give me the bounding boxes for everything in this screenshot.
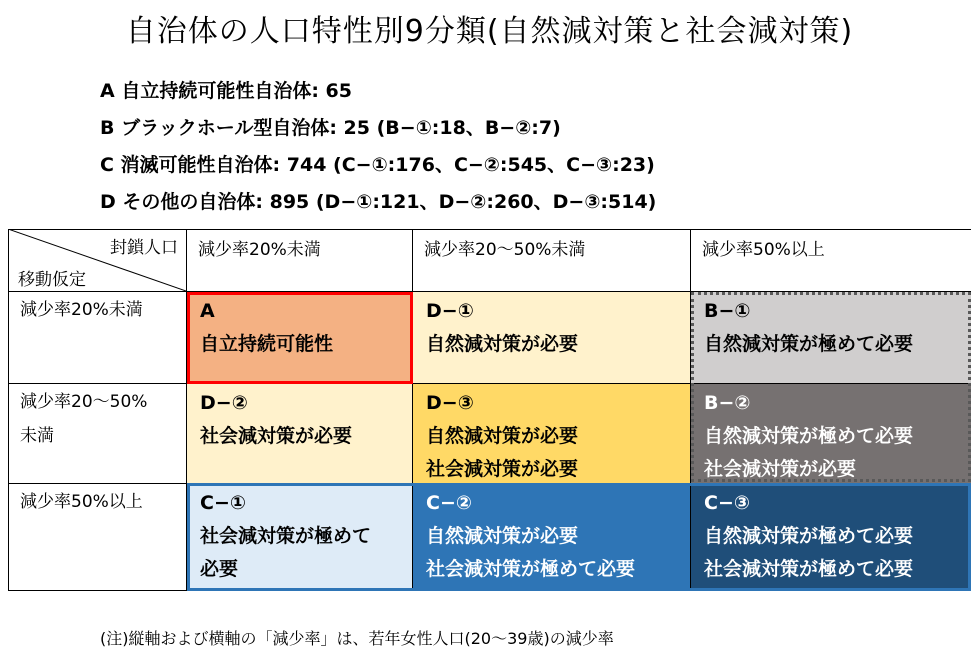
cell-d2-line-1: 社会減対策が必要 xyxy=(200,425,353,447)
grid-line-top xyxy=(8,229,971,230)
cell-c2-line-2: 社会減対策が極めて必要 xyxy=(426,558,636,580)
cell-b1-line-1: 自然減対策が極めて必要 xyxy=(704,333,914,355)
grid-line-left xyxy=(8,229,9,591)
dotted-frame-b xyxy=(691,292,971,482)
cell-c2-code: C−② xyxy=(426,492,472,514)
cell-a-code: A xyxy=(200,300,215,322)
cell-d3 xyxy=(412,383,690,483)
cell-c3-code: C−③ xyxy=(704,492,750,514)
cell-b2-code: B−② xyxy=(704,392,751,414)
corner-label-bottom: 移動仮定 xyxy=(18,270,86,290)
row-header-1-line-1: 減少率20%未満 xyxy=(20,300,143,320)
cell-c1-line-1: 社会減対策が極めて xyxy=(200,525,372,547)
page-title: 自治体の人口特性別9分類(自然減対策と社会減対策) xyxy=(125,14,854,49)
cell-d3-code: D−③ xyxy=(426,392,474,414)
corner-label-top: 封鎖人口 xyxy=(110,238,178,258)
cell-a-line-1: 自立持続可能性 xyxy=(200,333,334,355)
row-header-2 xyxy=(8,383,186,483)
cell-d2 xyxy=(186,383,412,483)
blue-frame-c xyxy=(187,483,971,591)
summary-line-d: D その他の自治体: 895 (D−①:121、D−②:260、D−③:514) xyxy=(100,191,657,213)
summary-line-b: B ブラックホール型自治体: 25 (B−①:18、B−②:7) xyxy=(100,117,561,139)
cell-b1-code: B−① xyxy=(704,300,751,322)
cell-d3-line-2: 社会減対策が必要 xyxy=(426,458,579,480)
highlight-frame-a xyxy=(187,292,413,384)
row-header-2-line-1: 減少率20〜50% xyxy=(20,392,148,412)
cell-b2-line-1: 自然減対策が極めて必要 xyxy=(704,425,914,447)
cell-d1-line-1: 自然減対策が必要 xyxy=(426,333,579,355)
col-header-2: 減少率20〜50%未満 xyxy=(424,240,586,260)
summary-line-c: C 消滅可能性自治体: 744 (C−①:176、C−②:545、C−③:23) xyxy=(100,154,655,176)
col-header-3: 減少率50%以上 xyxy=(702,240,825,260)
category-summary xyxy=(100,76,656,224)
cell-c1-code: C−① xyxy=(200,492,246,514)
cell-c2-line-1: 自然減対策が必要 xyxy=(426,525,579,547)
row-header-3 xyxy=(8,483,186,591)
classification-matrix xyxy=(8,229,971,591)
cell-d2-code: D−② xyxy=(200,392,248,414)
cell-c3-line-1: 自然減対策が極めて必要 xyxy=(704,525,914,547)
cell-d3-line-1: 自然減対策が必要 xyxy=(426,425,579,447)
cell-c1-line-2: 必要 xyxy=(200,558,239,580)
footnote: (注)縦軸および横軸の「減少率」は、若年女性人口(20〜39歳)の減少率 xyxy=(100,629,614,648)
cell-c3-line-2: 社会減対策が極めて必要 xyxy=(704,558,914,580)
col-header-1: 減少率20%未満 xyxy=(198,240,321,260)
cell-b2-line-2: 社会減対策が必要 xyxy=(704,458,857,480)
summary-line-a: A 自立持続可能性自治体: 65 xyxy=(100,80,352,102)
corner-header xyxy=(8,229,186,291)
cell-d1-code: D−① xyxy=(426,300,474,322)
row-header-2-line-2: 未満 xyxy=(20,426,54,446)
row-header-3-line-1: 減少率50%以上 xyxy=(20,492,143,512)
cell-d1 xyxy=(412,291,690,383)
row-header-1 xyxy=(8,291,186,383)
